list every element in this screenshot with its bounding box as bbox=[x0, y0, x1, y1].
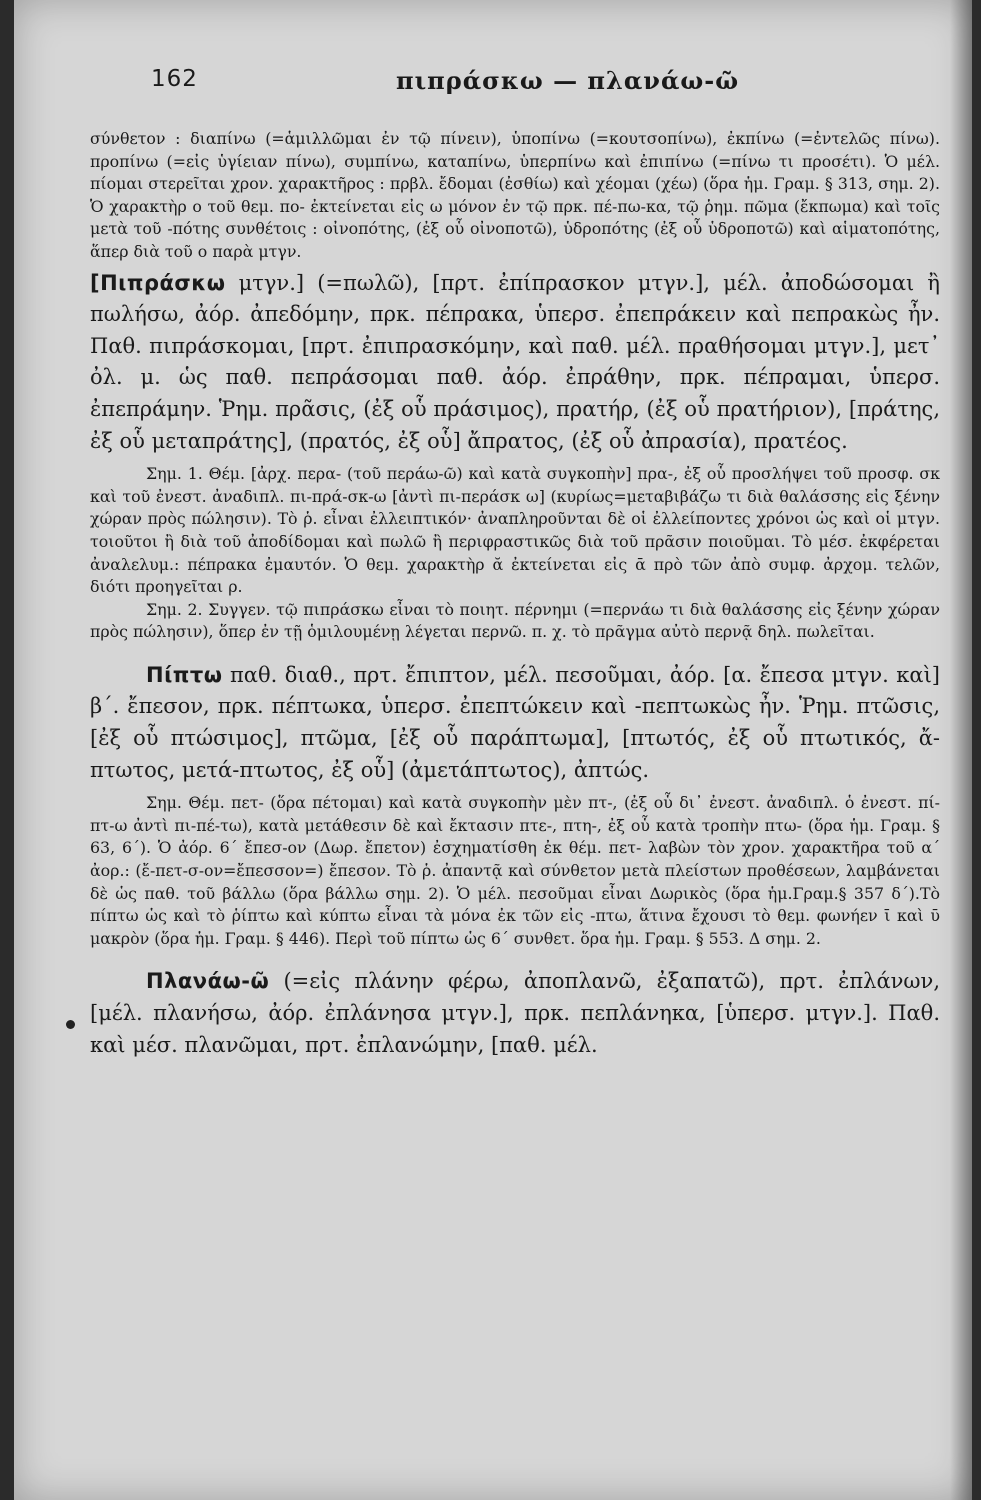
lemma-planao: Πλανάω-ῶ bbox=[146, 969, 270, 994]
paragraph-pino-compounds: σύνθετον : διαπίνω (=ἁμιλλῶμαι ἐν τῷ πίνειν), ὑποπίνω (=κουτσοπίνω), ἐκπίνω (=ἐντελῶς πίνω). προπίνω (=εἰς ὑγίειαν πίνω), συμπίνω, καταπίνω, ὑπερπίνω καὶ ἐπιπίνω (=πίνω τι προσέτι). Ὁ μέλ. πίομαι στερεῖται χρον. χαρακτῆρος : πρβλ. ἔδομαι (ἐσθίω) καὶ χέομαι (χέω) (ὅρα ἡμ. Γραμ. § 313, σημ. 2). Ὁ χαρακτὴρ ο τοῦ θεμ. πο- ἐκτείνεται εἰς ω μόνον ἐν τῷ πρκ. πέ-πω-κα, τῷ ῥημ. πῶμα (ἔκπωμα) καὶ τοῖς μετὰ τοῦ -πότης συνθέτοις : οἰνοπότης, (ἐξ οὗ οἰνοποτῶ), ὑδροπότης (ἐξ οὗ ὑδροποτῶ) καὶ αἱματοπότης, ἅπερ διὰ τοῦ ο παρὰ μτγν. bbox=[90, 129, 940, 261]
running-head: πιπράσκω — πλανάω-ῶ bbox=[396, 66, 740, 95]
entry-pipto bbox=[90, 660, 940, 786]
note-piprasko-1: Σημ. 1. Θέμ. [ἀρχ. περα- (τοῦ περάω-ῶ) καὶ κατὰ συγκοπὴν] πρα-, ἐξ οὗ προσλήψει τοῦ προσφ. σκ καὶ τοῦ ἐνεστ. ἀναδιπλ. πι-πρά-σκ-ω [ἀντὶ πι-περάσκ ω] (κυρίως=μεταβιβάζω τι διὰ θαλάσσης εἰς ξένην χώραν πρὸς πώλησιν). Τὸ ῥ. εἶναι ἐλλειπτικόν· ἀναπληροῦνται δὲ οἱ ἐλλείποντες χρόνοι ὡς καὶ οἱ μτγν. τοιοῦτοι ἢ διὰ τοῦ ἀποδίδομαι καὶ πωλῶ ἢ περιφραστικῶς διὰ τοῦ πρᾶσιν ποιοῦμαι. Τὸ μέσ. ἐκφέρεται ἀναλελυμ.: πέπρακα ἐμαυτόν. Ὁ θεμ. χαρακτὴρ ᾰ ἐκτείνεται εἰς ᾱ πρὸ τῶν ἀπὸ συμφ. ἀρχομ. τελῶν, διότι προηγεῖται ρ. bbox=[90, 464, 940, 597]
lemma-pipto: Πίπτω bbox=[146, 662, 223, 687]
page-edge-shadow bbox=[950, 0, 972, 1500]
note-piprasko-2: Σημ. 2. Συγγεν. τῷ πιπράσκω εἶναι τὸ ποιητ. πέρνημι (=περνάω τι διὰ θαλάσσης εἰς ξένην χώραν πρὸς πώλησιν), ὅπερ ἐν τῇ ὁμιλουμένῃ λέγεται περνῶ. π. χ. τὸ πρᾶγμα αὐτὸ περνᾷ δηλ. πωλεῖται. bbox=[90, 599, 940, 642]
entry-piprasko-text: μτγν.] (=πωλῶ), [πρτ. ἐπίπρασκον μτγν.], μέλ. ἀποδώσομαι ἢ πωλήσω, ἀόρ. ἀπεδόμην, πρκ. πέπρακα, ὑπερσ. ἐπεπράκειν καὶ πεπρακὼς ἦν. Παθ. πιπράσκομαι, [πρτ. ἐπιπρασκόμην, καὶ παθ. μέλ. πραθήσομαι μτγν.], μετ᾽ ὀλ. μ. ὡς παθ. πεπράσομαι παθ. ἀόρ. ἐπράθην, πρκ. πέπραμαι, ὑπερσ. ἐπεπράμην. Ῥημ. πρᾶσις, (ἐξ οὗ πράσιμος), πρατήρ, (ἐξ οὗ πρατήριον), [πράτης, ἐξ οὗ μεταπράτης], (πρατός, ἐξ οὗ] ἄπρατος, (ἐξ οὗ ἀπρασία), πρατέος. bbox=[90, 270, 940, 453]
note-pipto: Σημ. Θέμ. πετ- (ὅρα πέτομαι) καὶ κατὰ συγκοπὴν μὲν πτ-, (ἐξ οὗ δι᾽ ἐνεστ. ἀναδιπλ. ὁ ἐνεστ. πί-πτ-ω ἀντὶ πι-πέ-τω), κατὰ μετάθεσιν δὲ καὶ ἔκτασιν πτε-, πτη-, ἐξ οὗ κατὰ τροπὴν πτω- (ὅρα ἡμ. Γραμ. § 63, 6΄). Ὁ ἀόρ. 6΄ ἔπεσ-ον (Δωρ. ἔπετον) ἐσχηματίσθη ἐκ θέμ. πετ- λαβὼν τὸν χρον. χαρακτῆρα τοῦ α΄ ἀορ.: (ἔ-πετ-σ-ον=ἔπεσσον=) ἔπεσον. Τὸ ῥ. ἀπαντᾷ καὶ σύνθετον μετὰ πλείστων προθέσεων, λαμβάνεται δὲ ὡς παθ. τοῦ βάλλω (ὅρα βάλλω σημ. 2). Ὁ μέλ. πεσοῦμαι εἶναι Δωρικὸς (ὅρα ἡμ.Γραμ.§ 357 δ΄).Τὸ πίπτω ὡς καὶ τὸ ῥίπτω καὶ κύπτω εἶναι τὰ μόνα ἐκ τῶν εἰς -πτω, ἅτινα ἔχουσι τὸ θεμ. φωνήεν ῑ καὶ ῡ μακρὸν (ὅρα ἡμ. Γραμ. § 446). Περὶ τοῦ πίπτω ὡς 6΄ συνθετ. ὅρα ἡμ. Γραμ. § 553. Δ σημ. 2. bbox=[90, 793, 940, 948]
page-body bbox=[90, 128, 940, 1061]
page-header bbox=[14, 66, 972, 106]
margin-dot bbox=[66, 1020, 75, 1029]
book-page bbox=[14, 0, 972, 1500]
page-number: 162 bbox=[151, 66, 198, 92]
entry-pipto-text: παθ. διαθ., πρτ. ἔπιπτον, μέλ. πεσοῦμαι, ἀόρ. [α. ἔπεσα μτγν. καὶ] β΄. ἔπεσον, πρκ. πέπτωκα, ὑπερσ. ἐπεπτώκειν καὶ -πεπτωκὼς ἦν. Ῥημ. πτῶσις, [ἐξ οὗ πτώσιμος], πτῶμα, [ἐξ οὗ παράπτωμα], [πτωτός, ἐξ οὗ πτωτικός, ἄ-πτωτος, μετά-πτωτος, ἐξ οὗ] (ἀμετάπτωτος), ἀπτώς. bbox=[90, 662, 940, 782]
entry-planao-text: (=εἰς πλάνην φέρω, ἀποπλανῶ, ἐξαπατῶ), πρτ. ἐπλάνων, [μέλ. πλανήσω, ἀόρ. ἐπλάνησα μτγν.], πρκ. πεπλάνηκα, [ὑπερσ. μτγν.]. Παθ. καὶ μέσ. πλανῶμαι, πρτ. ἐπλανώμην, [παθ. μέλ. bbox=[90, 969, 940, 1057]
lemma-piprasko: [Πιπράσκω bbox=[90, 270, 226, 295]
entry-planao bbox=[90, 966, 940, 1061]
entry-piprasko bbox=[90, 268, 940, 458]
